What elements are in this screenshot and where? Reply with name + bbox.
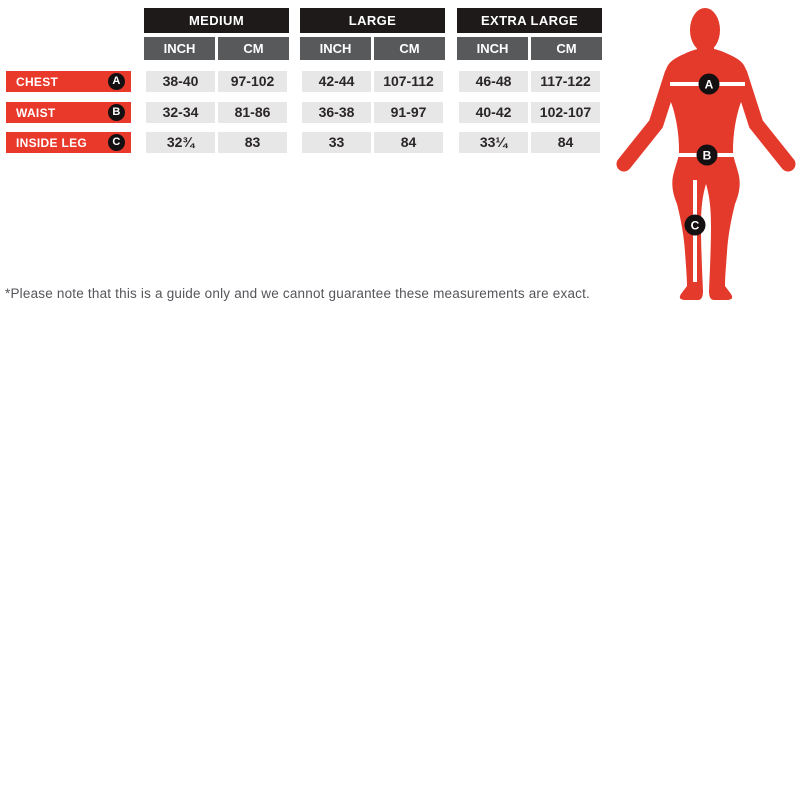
value-cell: 38-40 xyxy=(146,71,215,92)
unit-header-row xyxy=(457,37,602,60)
value-cell: 117-122 xyxy=(531,71,600,92)
table-row xyxy=(144,132,289,153)
value-cell: 33¼ xyxy=(459,132,528,153)
figure-marker-a-label: A xyxy=(704,77,714,92)
body-figure xyxy=(610,0,800,310)
unit-header-row xyxy=(144,37,289,60)
value-cell: 97-102 xyxy=(218,71,287,92)
value-cell: 33 xyxy=(302,132,371,153)
value-cell: 46-48 xyxy=(459,71,528,92)
size-header: LARGE xyxy=(300,8,445,33)
unit-header-inch: INCH xyxy=(300,37,371,60)
marker-badge-a: A xyxy=(108,73,125,90)
value-cell: 32-34 xyxy=(146,102,215,123)
value-cell: 107-112 xyxy=(374,71,443,92)
marker-badge-b: B xyxy=(108,104,125,121)
unit-header-cm: CM xyxy=(528,37,602,60)
value-cell: 81-86 xyxy=(218,102,287,123)
table-row xyxy=(144,102,289,123)
row-label-text: WAIST xyxy=(16,105,56,120)
table-row xyxy=(300,102,445,123)
row-label-inside-leg xyxy=(6,132,131,153)
size-table-extra-large xyxy=(457,0,602,160)
row-label-text: INSIDE LEG xyxy=(16,135,88,150)
value-cell: 91-97 xyxy=(374,102,443,123)
table-row xyxy=(300,132,445,153)
row-label-chest xyxy=(6,71,131,92)
unit-header-row xyxy=(300,37,445,60)
figure-marker-c-label: C xyxy=(690,218,700,233)
row-label-text: CHEST xyxy=(16,74,59,89)
value-cell: 32¾ xyxy=(146,132,215,153)
value-cell: 42-44 xyxy=(302,71,371,92)
figure-marker-b-label: B xyxy=(702,148,712,163)
unit-header-cm: CM xyxy=(215,37,289,60)
marker-badge-c: C xyxy=(108,134,125,151)
value-cell: 40-42 xyxy=(459,102,528,123)
size-table-medium xyxy=(144,0,289,160)
value-cell: 84 xyxy=(374,132,443,153)
unit-header-cm: CM xyxy=(371,37,445,60)
table-row xyxy=(457,71,602,92)
value-cell: 84 xyxy=(531,132,600,153)
row-label-waist xyxy=(6,102,131,123)
disclaimer-note: *Please note that this is a guide only and we cannot guarantee these measurements are exact. xyxy=(5,286,591,301)
size-header: MEDIUM xyxy=(144,8,289,33)
size-header: EXTRA LARGE xyxy=(457,8,602,33)
value-cell: 102-107 xyxy=(531,102,600,123)
unit-header-inch: INCH xyxy=(144,37,215,60)
value-cell: 83 xyxy=(218,132,287,153)
table-row xyxy=(457,132,602,153)
value-cell: 36-38 xyxy=(302,102,371,123)
table-row xyxy=(300,71,445,92)
unit-header-inch: INCH xyxy=(457,37,528,60)
size-table-large xyxy=(300,0,445,160)
table-row xyxy=(457,102,602,123)
table-row xyxy=(144,71,289,92)
